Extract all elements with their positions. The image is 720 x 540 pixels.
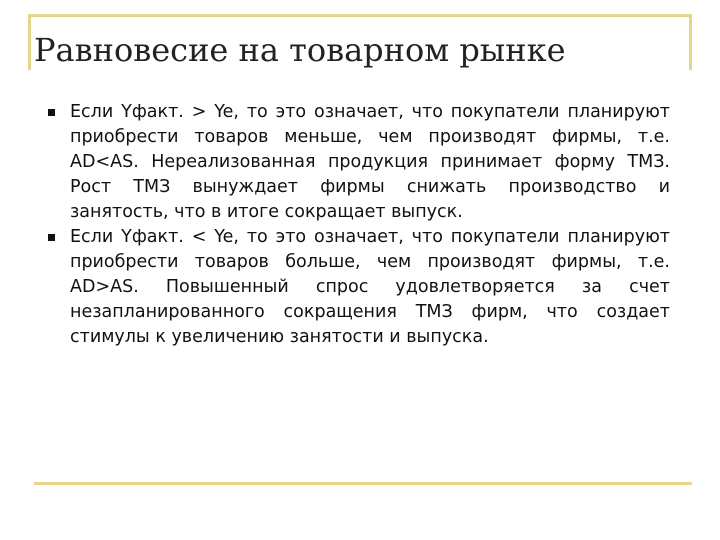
left-decorative-line xyxy=(28,14,31,70)
bullet-list xyxy=(48,100,670,350)
bullet-text: Если Yфакт. < Ye, то это означает, что покупатели планируют приобрести товаров больше, чем производят фирмы, т.е. AD>AS. Повышенный спрос удовлетворяется за счет незапланированного сокращения ТМЗ фирм, что создает стимулы к увеличению занятости и выпуска. xyxy=(70,227,670,347)
right-decorative-line xyxy=(689,14,692,70)
bullet-item xyxy=(48,225,670,350)
top-decorative-line xyxy=(28,14,692,17)
bullet-text: Если Yфакт. > Ye, то это означает, что покупатели планируют приобрести товаров меньше, чем производят фирмы, т.е. AD<AS. Нереализованная продукция принимает форму ТМЗ. Рост ТМЗ вынуждает фирмы снижать производство и занятость, что в итоге сокращает выпуск. xyxy=(70,102,670,222)
square-bullet-icon xyxy=(48,109,55,116)
square-bullet-icon xyxy=(48,234,55,241)
bottom-decorative-line xyxy=(34,482,692,485)
slide-title: Равновесие на товарном рынке xyxy=(34,31,566,69)
bullet-item xyxy=(48,100,670,225)
